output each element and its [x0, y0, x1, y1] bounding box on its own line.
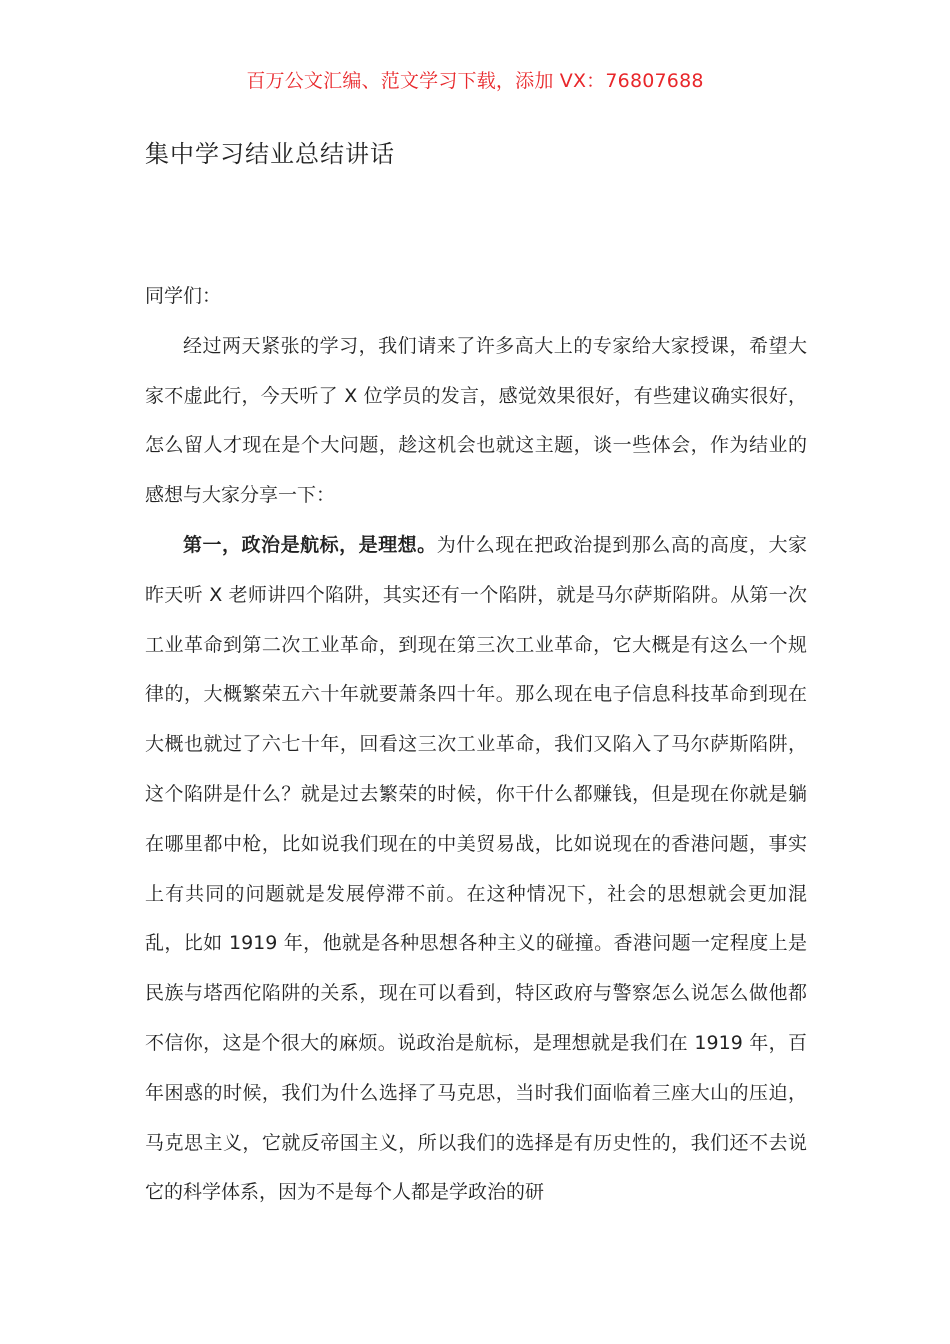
- salutation: 同学们：: [145, 285, 222, 307]
- promo-header: 百万公文汇编、范文学习下载，添加 VX：76807688: [246, 70, 704, 92]
- document-body: [145, 272, 807, 1218]
- paragraph-2-lead: 第一，政治是航标，是理想。: [183, 533, 437, 556]
- paragraph-2: [145, 521, 807, 1218]
- paragraph-2-text: 为什么现在把政治提到那么高的高度，大家昨天听 X 老师讲四个陷阱，其实还有一个陷阱，就是马尔萨斯陷阱。从第一次工业革命到第二次工业革命，到现在第三次工业革命，它大概是有这么一个规律的，大概繁荣五六十年就要萧条四十年。那么现在电子信息科技革命到现在大概也就过了六七十年，回看这三次工业革命，我们又陷入了马尔萨斯陷阱，这个陷阱是什么？就是过去繁荣的时候，你干什么都赚钱，但是现在你就是躺在哪里都中枪，比如说我们现在的中美贸易战，比如说现在的香港问题，事实上有共同的问题就是发展停滞不前。在这种情况下，社会的思想就会更加混乱，比如 1919 年，他就是各种思想各种主义的碰撞。香港问题一定程度上是民族与塔西佗陷阱的关系，现在可以看到，特区政府与警察怎么说怎么做他都不信你，这是个很大的麻烦。说政治是航标，是理想就是我们在 1919 年，百年困惑的时候，我们为什么选择了马克思，当时我们面临着三座大山的压迫，马克思主义，它就反帝国主义，所以我们的选择是有历史性的，我们还不去说它的科学体系，因为不是每个人都是学政治的研: [145, 533, 807, 1204]
- paragraph-1: 经过两天紧张的学习，我们请来了许多高大上的专家给大家授课，希望大家不虚此行，今天听了 X 位学员的发言，感觉效果很好，有些建议确实很好，怎么留人才现在是个大问题，趁这机会也就这主题，谈一些体会，作为结业的感想与大家分享一下：: [145, 334, 807, 507]
- document-title: 集中学习结业总结讲话: [145, 140, 395, 168]
